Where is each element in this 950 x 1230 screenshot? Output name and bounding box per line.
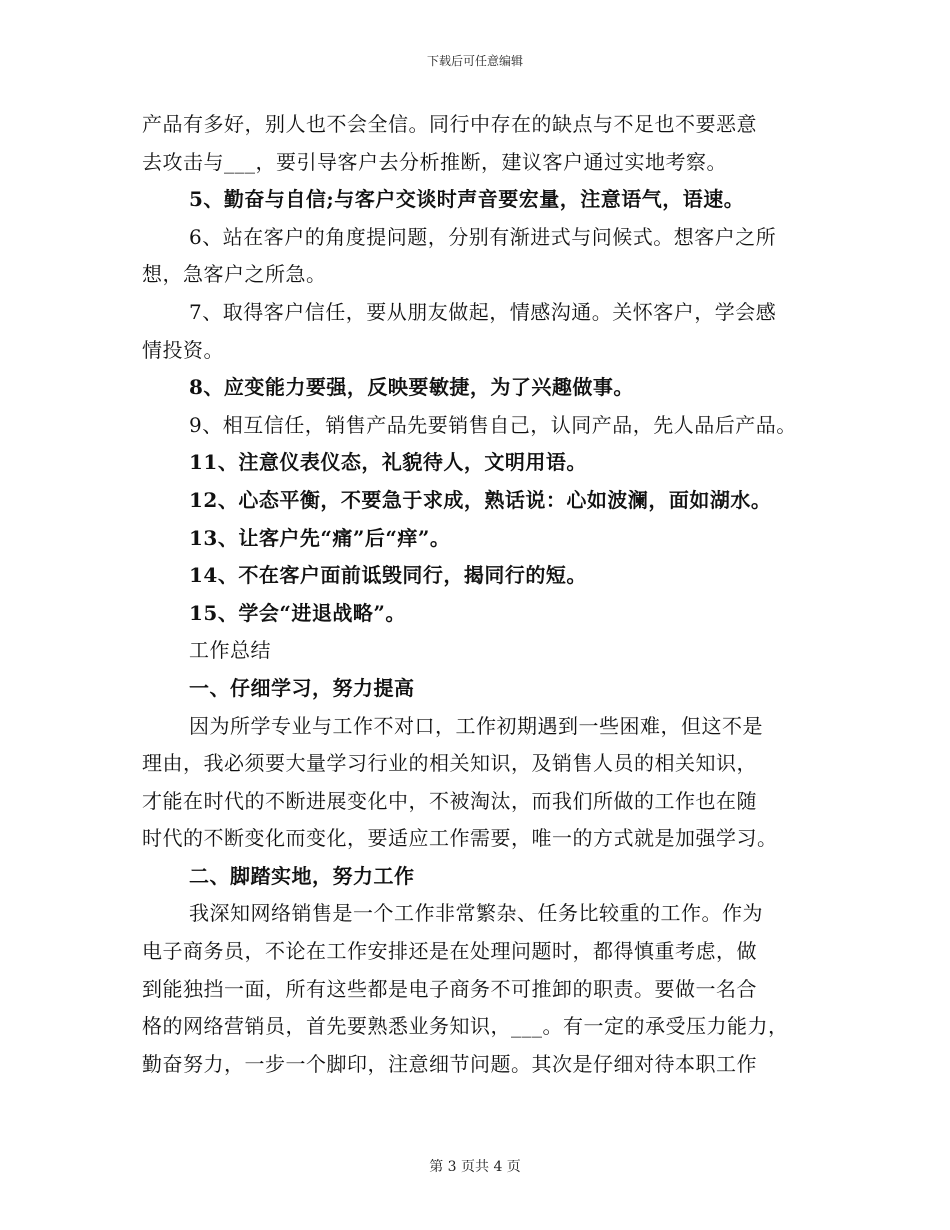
text-line: 电子商务员，不论在工作安排还是在处理问题时，都得慎重考虑，做 — [142, 939, 757, 964]
text-line: 勤奋努力，一步一个脚印，注意细节问题。其次是仔细对待本职工作 — [142, 1051, 757, 1076]
text-line: 6、站在客户的角度提问题，分别有渐进式与问候式。想客户之所 — [189, 224, 777, 249]
heading-line: 14、不在客户面前诋毁同行，揭同行的短。 — [189, 563, 587, 588]
text-line: 去攻击与___，要引导客户去分析推断，建议客户通过实地考察。 — [142, 149, 727, 174]
heading-line: 一、仔细学习，努力提高 — [189, 675, 415, 700]
heading-line: 二、脚踏实地，努力工作 — [189, 863, 415, 888]
text-line: 格的网络营销员，首先要熟悉业务知识，___。有一定的承受压力能力， — [142, 1014, 789, 1039]
document-body — [142, 106, 832, 1083]
heading-line: 8、应变能力要强，反映要敏捷，为了兴趣做事。 — [189, 375, 634, 400]
text-line: 理由，我必须要大量学习行业的相关知识，及销售人员的相关知识， — [142, 751, 757, 776]
text-line: 时代的不断变化而变化，要适应工作需要，唯一的方式就是加强学习。 — [142, 826, 778, 851]
heading-line: 11、注意仪表仪态，礼貌待人，文明用语。 — [189, 450, 587, 475]
text-line: 9、相互信任，销售产品先要销售自己，认同产品，先人品后产品。 — [189, 412, 797, 437]
heading-line: 15、学会“进退战略”。 — [189, 600, 406, 625]
page-header: 下载后可任意编辑 — [426, 54, 523, 68]
heading-line: 5、勤奋与自信;与客户交谈时声音要宏量，注意语气，语速。 — [189, 187, 745, 212]
page-footer: 第 3 页共 4 页 — [429, 1159, 521, 1175]
heading-line: 13、让客户先“痛”后“痒”。 — [189, 525, 451, 550]
text-line: 产品有多好，别人也不会全信。同行中存在的缺点与不足也不要恶意 — [142, 112, 757, 136]
text-line: 工作总结 — [189, 638, 271, 663]
text-line: 7、取得客户信任，要从朋友做起，情感沟通。关怀客户，学会感 — [189, 299, 777, 324]
heading-line: 12、心态平衡，不要急于求成，熟话说：心如波澜，面如湖水。 — [189, 487, 772, 512]
text-line: 才能在时代的不断进展变化中，不被淘汰，而我们所做的工作也在随 — [142, 788, 757, 813]
text-line: 我深知网络销售是一个工作非常繁杂、任务比较重的工作。作为 — [189, 901, 763, 926]
text-line: 想，急客户之所急。 — [142, 262, 327, 287]
text-line: 到能独挡一面，所有这些都是电子商务不可推卸的职责。要做一名合 — [142, 976, 757, 1001]
text-line: 因为所学专业与工作不对口，工作初期遇到一些困难，但这不是 — [189, 713, 763, 738]
text-line: 情投资。 — [142, 337, 224, 362]
